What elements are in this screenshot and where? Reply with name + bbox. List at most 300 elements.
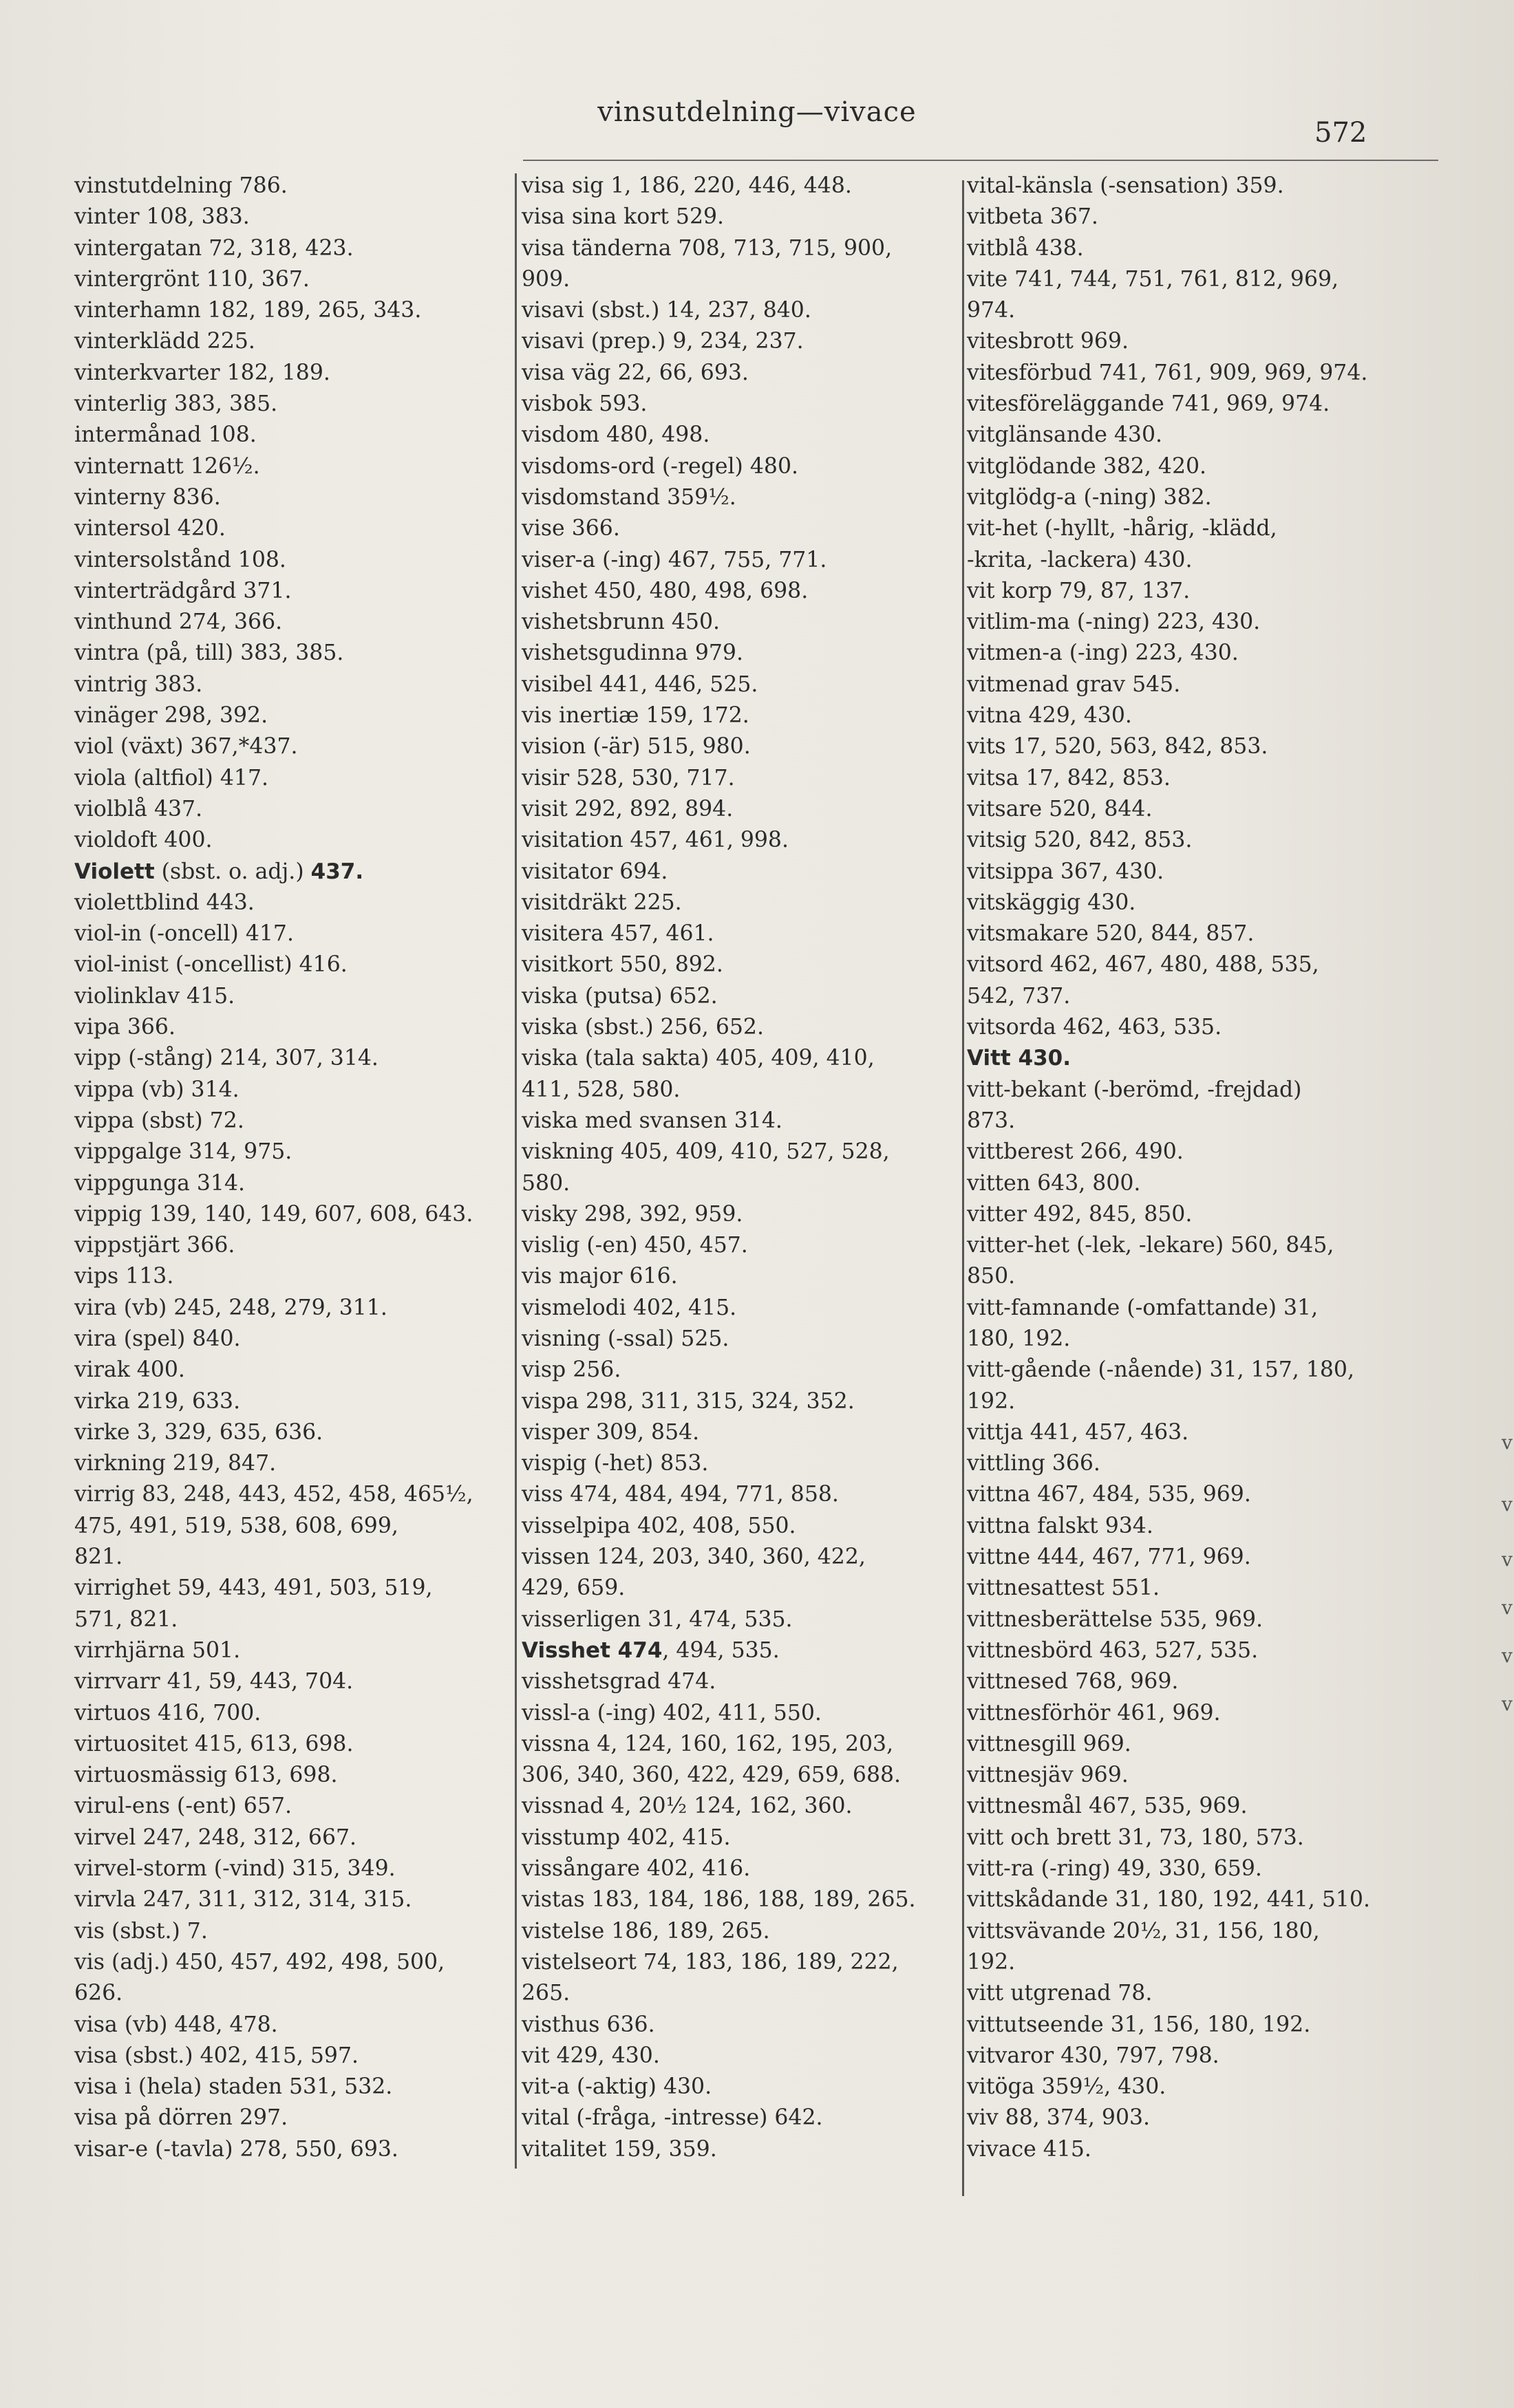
entry-text: , 494, 535. xyxy=(662,1637,780,1663)
entry-text: virak 400. xyxy=(74,1357,185,1383)
index-entry xyxy=(522,607,962,638)
index-entry-continuation xyxy=(522,1168,962,1199)
entry-text: 429, 659. xyxy=(522,1576,626,1601)
index-entry xyxy=(522,1511,962,1542)
index-entry xyxy=(967,731,1407,762)
index-entry xyxy=(74,794,515,825)
index-entry xyxy=(967,607,1407,638)
entry-text: vinter 108, 383. xyxy=(74,204,250,230)
index-entry xyxy=(967,1884,1407,1915)
entry-text: visdom 480, 498. xyxy=(522,422,710,448)
entry-text: visibel 441, 446, 525. xyxy=(522,671,758,697)
entry-text: vis (adj.) 450, 457, 492, 498, 500, xyxy=(74,1949,445,1975)
entry-text: vitsa 17, 842, 853. xyxy=(967,765,1171,791)
entry-text: vision (-är) 515, 980. xyxy=(522,734,751,760)
entry-text: vits 17, 520, 563, 842, 853. xyxy=(967,734,1268,760)
entry-text: vitsord 462, 467, 480, 488, 535, xyxy=(967,952,1319,978)
index-entry xyxy=(967,1355,1407,1386)
index-entry xyxy=(74,1293,515,1324)
index-entry xyxy=(967,638,1407,669)
entry-text: vips 113. xyxy=(74,1264,174,1289)
entry-text: vippig 139, 140, 149, 607, 608, 643. xyxy=(74,1201,473,1227)
index-entry xyxy=(74,1199,515,1230)
entry-text: visa väg 22, 66, 693. xyxy=(522,360,749,385)
index-entry xyxy=(522,1386,962,1417)
entry-text: vissångare 402, 416. xyxy=(522,1856,751,1882)
entry-text: vistelse 186, 189, 265. xyxy=(522,1918,770,1944)
entry-text: vittnesgill 969. xyxy=(967,1731,1131,1756)
entry-text: vippa (vb) 314. xyxy=(74,1077,239,1102)
entry-text: viska med svansen 314. xyxy=(522,1108,782,1133)
header-rule xyxy=(523,160,1438,161)
entry-text: vitglänsande 430. xyxy=(967,422,1163,448)
edge-mark: v xyxy=(1502,1692,1513,1715)
entry-text: vit-het (-hyllt, -hårig, -klädd, xyxy=(967,516,1277,541)
index-entry xyxy=(74,2103,515,2133)
index-column-3 xyxy=(967,171,1407,2165)
entry-text: vitter 492, 845, 850. xyxy=(967,1201,1193,1227)
index-entry-continuation xyxy=(967,545,1407,576)
entry-text: 821. xyxy=(74,1545,123,1570)
entry-text: visitera 457, 461. xyxy=(522,921,714,947)
index-entry xyxy=(74,482,515,513)
entry-text: vittnesmål 467, 535, 969. xyxy=(967,1794,1248,1819)
index-entry-continuation xyxy=(967,1947,1407,1978)
entry-text: vintersol 420. xyxy=(74,516,226,541)
index-entry xyxy=(522,2072,962,2103)
index-entry xyxy=(74,1012,515,1043)
entry-text: vitt och brett 31, 73, 180, 573. xyxy=(967,1825,1304,1850)
index-entry xyxy=(522,2103,962,2133)
entry-text: visar-e (-tavla) 278, 550, 693. xyxy=(74,2136,398,2162)
entry-text: vitbeta 367. xyxy=(967,204,1098,230)
index-entry xyxy=(74,2010,515,2041)
entry-text: vis major 616. xyxy=(522,1264,678,1289)
index-entry xyxy=(967,1075,1407,1106)
index-entry xyxy=(74,1635,515,1666)
entry-text: violblå 437. xyxy=(74,796,203,821)
index-entry xyxy=(74,1916,515,1947)
entry-text: visdomstand 359½. xyxy=(522,484,736,510)
index-entry-continuation xyxy=(522,1573,962,1604)
index-entry xyxy=(967,1916,1407,1947)
index-entry xyxy=(74,451,515,482)
entry-text: visthus 636. xyxy=(522,2012,655,2037)
entry-text: virrig 83, 248, 443, 452, 458, 465½, xyxy=(74,1482,473,1507)
index-entry xyxy=(967,420,1407,451)
index-entry xyxy=(74,264,515,295)
index-entry xyxy=(74,1106,515,1137)
index-entry xyxy=(522,1448,962,1479)
entry-text: vistelseort 74, 183, 186, 189, 222, xyxy=(522,1949,899,1975)
index-entry xyxy=(967,1230,1407,1261)
entry-text: vittnesjäv 969. xyxy=(967,1763,1129,1788)
entry-text: vittberest 266, 490. xyxy=(967,1139,1184,1165)
index-entry xyxy=(522,825,962,856)
index-entry xyxy=(522,888,962,918)
page-number: 572 xyxy=(1314,117,1367,149)
entry-text: visshetsgrad 474. xyxy=(522,1669,716,1695)
index-entry xyxy=(522,1947,962,1978)
entry-text: vitt-bekant (-berömd, -frejdad) xyxy=(967,1077,1302,1102)
entry-text: 626. xyxy=(74,1981,123,2006)
index-entry xyxy=(522,1791,962,1822)
index-entry xyxy=(967,2103,1407,2133)
entry-text: vitmen-a (-ing) 223, 430. xyxy=(967,641,1239,666)
entry-text: vitt utgrenad 78. xyxy=(967,1981,1153,2006)
entry-text: visitator 694. xyxy=(522,859,668,884)
index-entry xyxy=(74,1261,515,1292)
index-entry xyxy=(522,171,962,202)
index-entry xyxy=(522,1635,962,1666)
entry-text: 542, 737. xyxy=(967,983,1071,1009)
entry-text: virka 219, 633. xyxy=(74,1388,241,1414)
index-entry xyxy=(522,700,962,731)
index-entry xyxy=(967,233,1407,264)
index-entry xyxy=(74,2041,515,2072)
index-entry xyxy=(522,731,962,762)
index-entry-continuation xyxy=(74,1604,515,1635)
index-entry xyxy=(967,358,1407,389)
entry-text: 580. xyxy=(522,1170,571,1196)
index-entry xyxy=(74,2134,515,2165)
entry-text: virrighet 59, 443, 491, 503, 519, xyxy=(74,1576,433,1601)
entry-text: vintrig 383. xyxy=(74,671,203,697)
index-entry xyxy=(74,1075,515,1106)
index-entry xyxy=(522,638,962,669)
entry-text: vittnesbörd 463, 527, 535. xyxy=(967,1637,1259,1663)
entry-text: vira (vb) 245, 248, 279, 311. xyxy=(74,1295,387,1320)
entry-text: violdoft 400. xyxy=(74,828,213,853)
entry-text: vit korp 79, 87, 137. xyxy=(967,578,1191,603)
entry-text: vitna 429, 430. xyxy=(967,703,1132,729)
index-entry xyxy=(967,1760,1407,1791)
edge-mark: v xyxy=(1502,1596,1513,1619)
entry-text: viskning 405, 409, 410, 527, 528, xyxy=(522,1139,890,1165)
entry-text: vipp (-stång) 214, 307, 314. xyxy=(74,1046,378,1071)
index-entry xyxy=(522,857,962,888)
index-entry xyxy=(74,1573,515,1604)
entry-text: vissnad 4, 20½ 124, 162, 360. xyxy=(522,1794,853,1819)
index-entry xyxy=(522,1293,962,1324)
index-entry xyxy=(74,420,515,451)
entry-text: viss 474, 484, 494, 771, 858. xyxy=(522,1482,839,1507)
entry-text: vippstjärt 366. xyxy=(74,1233,235,1258)
entry-text: vinterkvarter 182, 189. xyxy=(74,360,330,385)
entry-text: vittnesed 768, 969. xyxy=(967,1669,1179,1695)
entry-text: vitskäggig 430. xyxy=(967,890,1136,915)
entry-text: vitsare 520, 844. xyxy=(967,796,1153,821)
entry-text: vitesförbud 741, 761, 909, 969, 974. xyxy=(967,360,1368,385)
entry-text: vivace 415. xyxy=(967,2136,1091,2162)
entry-text: vis (sbst.) 7. xyxy=(74,1918,208,1944)
entry-text: 873. xyxy=(967,1108,1016,1133)
entry-text: virvel 247, 248, 312, 667. xyxy=(74,1825,357,1850)
entry-text: 192. xyxy=(967,1388,1016,1414)
entry-text: 306, 340, 360, 422, 429, 659, 688. xyxy=(522,1763,902,1788)
index-entry xyxy=(967,482,1407,513)
entry-text: visa (sbst.) 402, 415, 597. xyxy=(74,2043,359,2068)
column-divider-1 xyxy=(515,173,517,2169)
entry-text: virul-ens (-ent) 657. xyxy=(74,1794,292,1819)
index-entry xyxy=(967,1012,1407,1043)
index-entry xyxy=(967,1604,1407,1635)
entry-text: violettblind 443. xyxy=(74,890,255,915)
index-entry xyxy=(522,1137,962,1168)
entry-text: vittne 444, 467, 771, 969. xyxy=(967,1545,1251,1570)
entry-text: vippa (sbst) 72. xyxy=(74,1108,244,1133)
index-entry xyxy=(522,1884,962,1915)
index-entry xyxy=(522,794,962,825)
index-entry-continuation xyxy=(967,1386,1407,1417)
index-entry xyxy=(967,2134,1407,2165)
index-entry xyxy=(74,638,515,669)
index-entry xyxy=(74,576,515,607)
index-entry xyxy=(74,1823,515,1853)
index-entry xyxy=(74,857,515,888)
entry-text: vintergatan 72, 318, 423. xyxy=(74,235,354,261)
index-entry xyxy=(74,1355,515,1386)
index-entry xyxy=(74,358,515,389)
index-entry xyxy=(522,981,962,1012)
entry-text: viska (sbst.) 256, 652. xyxy=(522,1015,764,1040)
index-entry xyxy=(967,171,1407,202)
entry-text: vinthund 274, 366. xyxy=(74,610,283,635)
entry-text: virvla 247, 311, 312, 314, 315. xyxy=(74,1887,412,1913)
entry-text: visserligen 31, 474, 535. xyxy=(522,1606,793,1632)
index-entry xyxy=(74,825,515,856)
index-entry xyxy=(522,202,962,233)
entry-text: vitsorda 462, 463, 535. xyxy=(967,1015,1222,1040)
entry-text: vitt-ra (-ring) 49, 330, 659. xyxy=(967,1856,1262,1882)
headword-bold: Visshet 474 xyxy=(522,1637,663,1663)
index-entry xyxy=(522,1261,962,1292)
entry-text: vinäger 298, 392. xyxy=(74,703,268,729)
index-entry xyxy=(74,1043,515,1074)
entry-text: visa (vb) 448, 478. xyxy=(74,2012,278,2037)
entry-text: visit 292, 892, 894. xyxy=(522,796,734,821)
index-entry xyxy=(522,451,962,482)
index-entry xyxy=(74,918,515,949)
entry-text: vishetsgudinna 979. xyxy=(522,641,743,666)
index-entry-continuation xyxy=(522,1075,962,1106)
index-entry xyxy=(522,1823,962,1853)
index-entry xyxy=(522,918,962,949)
index-entry-continuation xyxy=(74,1978,515,2009)
entry-text: vittnesförhör 461, 969. xyxy=(967,1700,1221,1726)
index-entry xyxy=(74,731,515,762)
index-entry xyxy=(74,1168,515,1199)
index-entry xyxy=(74,513,515,544)
index-entry-continuation xyxy=(522,1978,962,2009)
entry-text: vittling 366. xyxy=(967,1451,1100,1476)
index-entry xyxy=(522,1666,962,1697)
entry-text: visavi (sbst.) 14, 237, 840. xyxy=(522,298,811,323)
entry-text: vittna 467, 484, 535, 969. xyxy=(967,1482,1251,1507)
entry-text: viol (växt) 367,*437. xyxy=(74,734,298,760)
index-entry xyxy=(967,1978,1407,2009)
index-entry xyxy=(522,420,962,451)
index-entry xyxy=(74,1448,515,1479)
index-entry xyxy=(74,1417,515,1448)
index-entry xyxy=(522,576,962,607)
index-entry xyxy=(967,389,1407,420)
entry-text: vit-a (-aktig) 430. xyxy=(522,2074,712,2100)
entry-text: visa i (hela) staden 531, 532. xyxy=(74,2074,393,2100)
index-entry xyxy=(74,1884,515,1915)
entry-text: vissl-a (-ing) 402, 411, 550. xyxy=(522,1700,822,1726)
entry-text: 265. xyxy=(522,1981,571,2006)
index-entry xyxy=(74,607,515,638)
index-entry xyxy=(967,1823,1407,1853)
index-entry xyxy=(967,825,1407,856)
entry-text: vitalitet 159, 359. xyxy=(522,2136,717,2162)
entry-text: vitesföreläggande 741, 969, 974. xyxy=(967,391,1330,417)
entry-text: visitkort 550, 892. xyxy=(522,952,723,978)
entry-text: visper 309, 854. xyxy=(522,1419,700,1445)
index-entry xyxy=(74,389,515,420)
entry-text: 475, 491, 519, 538, 608, 699, xyxy=(74,1513,398,1538)
index-entry-continuation xyxy=(74,1542,515,1573)
index-entry xyxy=(967,202,1407,233)
entry-text: vitsig 520, 842, 853. xyxy=(967,828,1193,853)
index-entry xyxy=(967,326,1407,357)
entry-text: vistas 183, 184, 186, 188, 189, 265. xyxy=(522,1887,916,1913)
index-entry xyxy=(74,1386,515,1417)
entry-text: vitesbrott 969. xyxy=(967,329,1129,354)
index-entry xyxy=(522,1542,962,1573)
index-entry xyxy=(522,2010,962,2041)
entry-text: vippgunga 314. xyxy=(74,1170,246,1196)
entry-text: virke 3, 329, 635, 636. xyxy=(74,1419,323,1445)
entry-text: vitvaror 430, 797, 798. xyxy=(967,2043,1219,2068)
index-entry xyxy=(967,1293,1407,1324)
index-column-2 xyxy=(522,171,962,2165)
index-entry xyxy=(74,545,515,576)
index-entry xyxy=(967,1479,1407,1510)
entry-text: vite 741, 744, 751, 761, 812, 969, xyxy=(967,266,1339,292)
index-entry xyxy=(967,1542,1407,1573)
index-entry xyxy=(522,295,962,326)
entry-text: viola (altfiol) 417. xyxy=(74,765,268,791)
entry-text: visir 528, 530, 717. xyxy=(522,765,735,791)
index-entry xyxy=(522,389,962,420)
index-entry xyxy=(522,763,962,794)
entry-text: virtuosmässig 613, 698. xyxy=(74,1763,338,1788)
entry-text: vishetsbrunn 450. xyxy=(522,610,721,635)
entry-text: 974. xyxy=(967,298,1016,323)
entry-text: viv 88, 374, 903. xyxy=(967,2105,1151,2131)
entry-text: virkning 219, 847. xyxy=(74,1451,277,1476)
index-entry-continuation xyxy=(967,1261,1407,1292)
index-entry xyxy=(74,202,515,233)
entry-text: virvel-storm (-vind) 315, 349. xyxy=(74,1856,396,1882)
index-entry xyxy=(74,1230,515,1261)
index-entry xyxy=(74,1479,515,1510)
headword-bold: Vitt 430. xyxy=(967,1046,1071,1071)
entry-text: intermånad 108. xyxy=(74,422,257,448)
edge-mark: v xyxy=(1502,1431,1513,1454)
edge-mark: v xyxy=(1502,1493,1513,1516)
index-entry xyxy=(74,669,515,700)
index-entry xyxy=(967,888,1407,918)
index-column-1 xyxy=(74,171,515,2165)
entry-text: vitten 643, 800. xyxy=(967,1170,1141,1196)
entry-text: vippgalge 314, 975. xyxy=(74,1139,292,1165)
index-entry xyxy=(74,1137,515,1168)
entry-text: vispig (-het) 853. xyxy=(522,1451,709,1476)
index-entry xyxy=(967,794,1407,825)
index-entry xyxy=(967,857,1407,888)
index-entry xyxy=(967,1448,1407,1479)
index-entry xyxy=(522,2041,962,2072)
entry-text: vise 366. xyxy=(522,516,620,541)
entry-text: 850. xyxy=(967,1264,1016,1289)
entry-text: 180, 192. xyxy=(967,1326,1071,1351)
entry-text: 909. xyxy=(522,266,571,292)
entry-text: visbok 593. xyxy=(522,391,648,417)
entry-text: visa sig 1, 186, 220, 446, 448. xyxy=(522,173,852,198)
index-entry xyxy=(522,1106,962,1137)
index-entry xyxy=(74,2072,515,2103)
index-entry xyxy=(74,981,515,1012)
index-entry xyxy=(522,1012,962,1043)
entry-text: visselpipa 402, 408, 550. xyxy=(522,1513,796,1538)
index-entry xyxy=(522,1479,962,1510)
entry-text: vispa 298, 311, 315, 324, 352. xyxy=(522,1388,855,1414)
index-entry xyxy=(522,1729,962,1760)
entry-text: virtuos 416, 700. xyxy=(74,1700,262,1726)
entry-text: vinterlig 383, 385. xyxy=(74,391,278,417)
entry-text: vinterny 836. xyxy=(74,484,221,510)
index-entry xyxy=(74,171,515,202)
entry-text: vintersolstånd 108. xyxy=(74,547,286,572)
entry-text: 571, 821. xyxy=(74,1606,178,1632)
index-entry xyxy=(967,1417,1407,1448)
entry-text: 192. xyxy=(967,1949,1016,1975)
entry-text: vitt-gående (-nående) 31, 157, 180, xyxy=(967,1357,1354,1383)
index-entry xyxy=(522,1604,962,1635)
entry-text: vit 429, 430. xyxy=(522,2043,660,2068)
index-entry xyxy=(967,1199,1407,1230)
entry-text: visa tänderna 708, 713, 715, 900, xyxy=(522,235,893,261)
index-entry xyxy=(967,1791,1407,1822)
entry-text: vittja 441, 457, 463. xyxy=(967,1419,1189,1445)
index-entry xyxy=(74,949,515,980)
entry-text: vissen 124, 203, 340, 360, 422, xyxy=(522,1545,866,1570)
index-entry xyxy=(967,1698,1407,1729)
index-entry xyxy=(967,576,1407,607)
index-entry xyxy=(74,295,515,326)
entry-text: vitmenad grav 545. xyxy=(967,671,1181,697)
index-entry xyxy=(74,1729,515,1760)
entry-text: vinterhamn 182, 189, 265, 343. xyxy=(74,298,422,323)
entry-text: vitter-het (-lek, -lekare) 560, 845, xyxy=(967,1233,1334,1258)
index-entry xyxy=(522,1698,962,1729)
index-entry xyxy=(522,1355,962,1386)
index-entry xyxy=(522,1853,962,1884)
index-entry xyxy=(74,1760,515,1791)
index-entry xyxy=(967,949,1407,980)
entry-text: visky 298, 392, 959. xyxy=(522,1201,743,1227)
running-head: vinsutdelning—vivace xyxy=(597,96,917,128)
entry-text: vintra (på, till) 383, 385. xyxy=(74,641,344,666)
index-entry-continuation xyxy=(522,264,962,295)
entry-text: vitblå 438. xyxy=(967,235,1084,261)
entry-text: visdoms-ord (-regel) 480. xyxy=(522,453,798,479)
index-entry xyxy=(967,669,1407,700)
entry-text: vinstutdelning 786. xyxy=(74,173,288,198)
